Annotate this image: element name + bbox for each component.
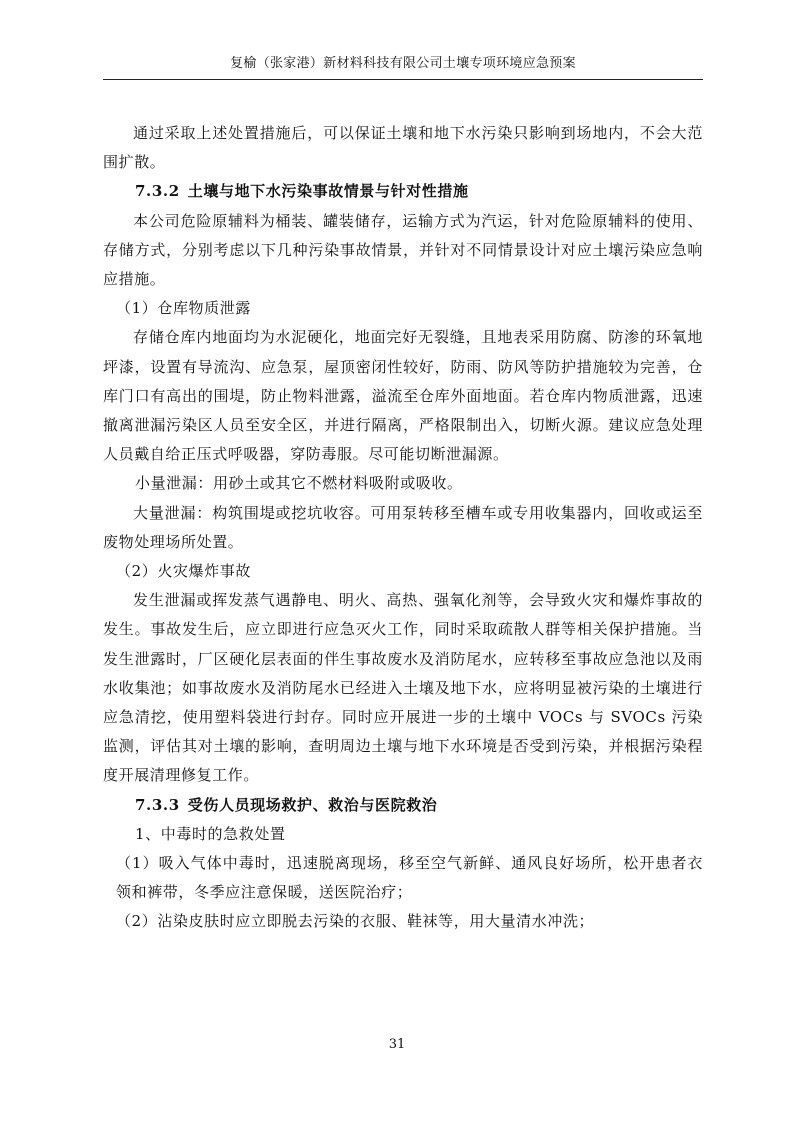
item-heading-warehouse-leak: （1）仓库物质泄露 — [116, 299, 251, 318]
section-heading-7-3-2 — [103, 177, 703, 206]
section-number: 7.3.2 — [135, 182, 180, 201]
list-item: （1）吸入气体中毒时，迅速脱离现场，移至空气新鲜、通风良好场所，松开患者衣领和裤带，冬季应注意保暖，送医院治疗； — [116, 854, 703, 902]
paragraph: 本公司危险原辅料为桶装、罐装储存，运输方式为汽运，针对危险原辅料的使用、存储方式，分别考虑以下几种污染事故情景，并针对不同情景设计对应土壤污染应急响应措施。 — [103, 211, 703, 289]
section-number: 7.3.3 — [135, 795, 180, 814]
paragraph: 通过采取上述处置措施后，可以保证土壤和地下水污染只影响到场地内，不会大范围扩散。 — [103, 124, 703, 172]
subheading-poisoning-first-aid: 1、中毒时的急救处置 — [135, 824, 286, 843]
document-body — [103, 119, 703, 937]
item-heading-fire-explosion: （2）火灾爆炸事故 — [116, 562, 251, 581]
section-title: 土壤与地下水污染事故情景与针对性措施 — [187, 182, 469, 201]
paragraph: 发生泄漏或挥发蒸气遇静电、明火、高热、强氧化剂等，会导致火灾和爆炸事故的发生。事故发生后，应立即进行应急灭火工作，同时采取疏散人群等相关保护措施。当发生泄露时，厂区硬化层表面的伴生事故废水及消防尾水，应转移至事故应急池以及雨水收集池；如事故废水及消防尾水已经进入土壤及地下水，应将明显被污染的土壤进行应急清挖，使用塑料袋进行封存。同时应开展进一步的土壤中 VOCs 与 SVOCs 污染监测，评估其对土壤的影响，查明周边土壤与地下水环境是否受到污染，并根据污染程度开展清理修复工作。 — [103, 591, 703, 785]
section-heading-7-3-3 — [103, 791, 703, 820]
paragraph-large-leak: 大量泄漏：构筑围堤或挖坑收容。可用泵转移至槽车或专用收集器内，回收或运至废物处理场所处置。 — [103, 503, 703, 551]
page-header: 复榆（张家港）新材料科技有限公司土壤专项环境应急预案 — [230, 56, 576, 71]
list-item: （2）沾染皮肤时应立即脱去污染的衣服、鞋袜等，用大量清水冲洗； — [116, 912, 595, 931]
header-divider — [103, 79, 703, 80]
paragraph: 存储仓库内地面均为水泥硬化，地面完好无裂缝，且地表采用防腐、防渗的环氧地坪漆，设置有导流沟、应急泵，屋顶密闭性较好，防雨、防风等防护措施较为完善，仓库门口有高出的围堤，防止物料泄露，溢流至仓库外面地面。若仓库内物质泄露，迅速撤离泄漏污染区人员至安全区，并进行隔离，严格限制出入，切断火源。建议应急处理人员戴自给正压式呼吸器，穿防毒服。尽可能切断泄漏源。 — [103, 328, 703, 464]
section-title: 受伤人员现场救护、救治与医院救治 — [187, 795, 438, 814]
paragraph-small-leak: 小量泄漏：用砂土或其它不燃材料吸附或吸收。 — [135, 474, 463, 493]
page-number: 31 — [388, 1037, 406, 1052]
